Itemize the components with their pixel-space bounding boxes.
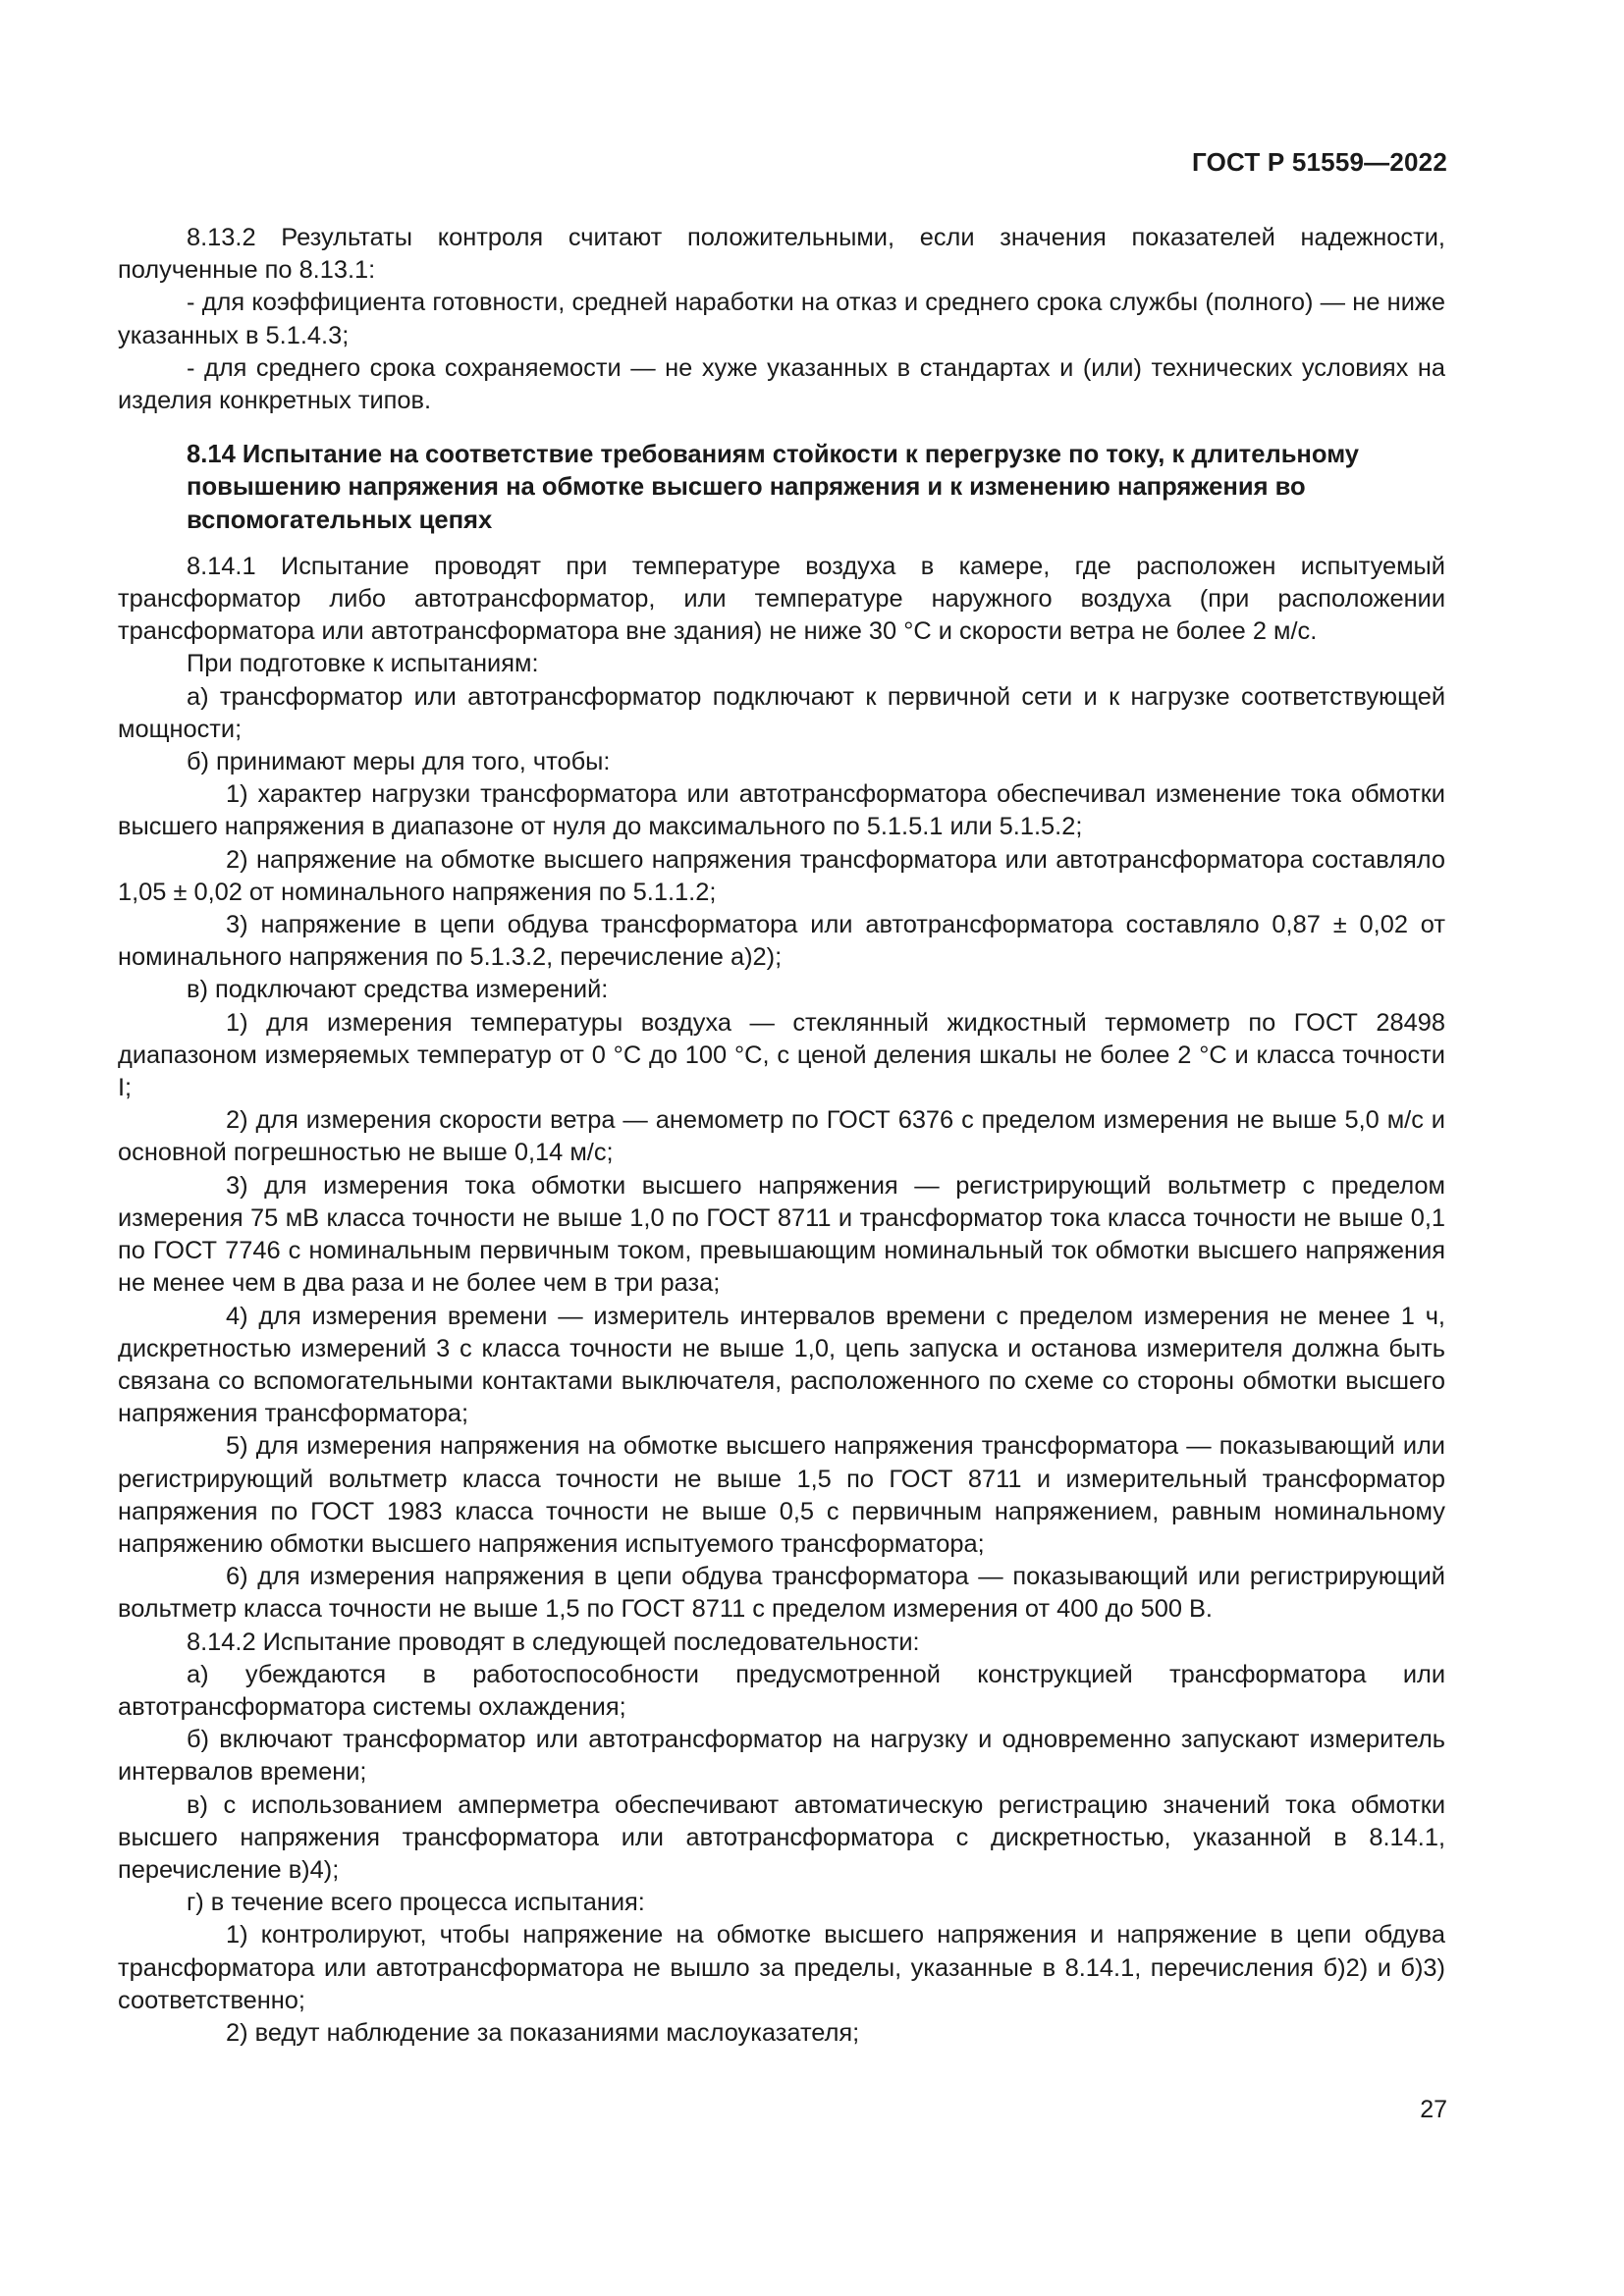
sub-list-item: 2) напряжение на обмотке высшего напряжения трансформатора или автотрансформатора составляло 1,05 ± 0,02 от номинального напряжения по 5.1.1.2;: [118, 845, 1445, 906]
sub-list-item: 5) для измерения напряжения на обмотке высшего напряжения трансформатора — показывающий или регистрирующий вольтметр класса точности не выше 1,5 по ГОСТ 8711 и измерительный трансформатор напряжения по ГОСТ 1983 класса точности не выше 0,5 с первичным напряжением, равным номинальному напряжению обмотки высшего напряжения испытуемого трансформатора;: [118, 1432, 1445, 1558]
section-heading: 8.14 Испытание на соответствие требованиям стойкости к перегрузке по току, к длительному повышению напряжения на обмотке высшего напряжения и к изменению напряжения во вспомогательных цепях: [187, 441, 1360, 534]
list-item: - для среднего срока сохраняемости — не хуже указанных в стандартах и (или) технических условиях на изделия конкретных типов.: [118, 353, 1445, 415]
list-item: б) включают трансформатор или автотрансформатор на нагрузку и одновременно запускают измеритель интервалов времени;: [118, 1726, 1445, 1787]
paragraph: При подготовке к испытаниям:: [187, 650, 539, 678]
list-item: б) принимают меры для того, чтобы:: [187, 748, 611, 776]
sub-list-item: 2) для измерения скорости ветра — анемометр по ГОСТ 6376 с пределом измерения не выше 5,0 м/с и основной погрешностью не выше 0,14 м/с;: [118, 1106, 1445, 1167]
list-item: а) трансформатор или автотрансформатор подключают к первичной сети и к нагрузке соответствующей мощности;: [118, 682, 1445, 743]
sub-list-item: 1) для измерения температуры воздуха — стеклянный жидкостный термометр по ГОСТ 28498 диапазоном измеряемых температур от 0 °С до 100 °С, с ценой деления шкалы не более 2 °С и класса точности I;: [118, 1008, 1445, 1102]
sub-list-item: 6) для измерения напряжения в цепи обдува трансформатора — показывающий или регистрирующий вольтметр класса точности не выше 1,5 по ГОСТ 8711 с пределом измерения от 400 до 500 В.: [118, 1563, 1445, 1624]
paragraph: 8.14.1 Испытание проводят при температуре воздуха в камере, где расположен испытуемый трансформатор либо автотрансформатор, или температуре наружного воздуха (при расположении трансформатора или автотрансформатора вне здания) не ниже 30 °С и скорости ветра не более 2 м/с.: [118, 552, 1445, 646]
sub-list-item: 1) характер нагрузки трансформатора или автотрансформатора обеспечивал изменение тока обмотки высшего напряжения в диапазоне от нуля до максимального по 5.1.5.1 или 5.1.5.2;: [118, 780, 1445, 841]
list-item: в) подключают средства измерений:: [187, 976, 609, 1004]
document-body: [118, 222, 1445, 2050]
sub-list-item: 3) для измерения тока обмотки высшего напряжения — регистрирующий вольтметр с пределом измерения 75 мВ класса точности не выше 1,0 по ГОСТ 8711 и трансформатор тока класса точности не выше 0,1 по ГОСТ 7746 с номинальным первичным током, превышающим номинальный ток обмотки высшего напряжения не менее чем в два раза и не более чем в три раза;: [118, 1171, 1445, 1298]
list-item: г) в течение всего процесса испытания:: [187, 1889, 645, 1917]
sub-list-item: 4) для измерения времени — измеритель интервалов времени с пределом измерения не менее 1 ч, дискретностью измерений 3 с класса точности не выше 1,0, цепь запуска и останова измерителя должна быть связана со вспомогательными контактами выключателя, расположенного по схеме со стороны обмотки высшего напряжения трансформатора;: [118, 1302, 1445, 1428]
sub-list-item: 3) напряжение в цепи обдува трансформатора или автотрансформатора составляло 0,87 ± 0,02 от номинального напряжения по 5.1.3.2, перечисление а)2);: [118, 911, 1445, 972]
page-number: 27: [1420, 2096, 1447, 2123]
sub-list-item: 1) контролируют, чтобы напряжение на обмотке высшего напряжения и напряжение в цепи обдува трансформатора или автотрансформатора не вышло за пределы, указанные в 8.14.1, перечисления б)2) и б)3) соответственно;: [118, 1921, 1445, 2014]
list-item: - для коэффициента готовности, средней наработки на отказ и среднего срока службы (полного) — не ниже указанных в 5.1.4.3;: [118, 289, 1445, 349]
paragraph: 8.14.2 Испытание проводят в следующей последовательности:: [187, 1628, 920, 1656]
sub-list-item: 2) ведут наблюдение за показаниями маслоуказателя;: [226, 2018, 860, 2047]
list-item: а) убеждаются в работоспособности предусмотренной конструкцией трансформатора или автотрансформатора системы охлаждения;: [118, 1660, 1445, 1721]
paragraph: 8.13.2 Результаты контроля считают положительными, если значения показателей надежности, полученные по 8.13.1:: [118, 224, 1445, 285]
list-item: в) с использованием амперметра обеспечивают автоматическую регистрацию значений тока обмотки высшего напряжения трансформатора или автотрансформатора с дискретностью, указанной в 8.14.1, перечисление в)4);: [118, 1790, 1445, 1884]
document-header: ГОСТ Р 51559—2022: [1192, 147, 1447, 177]
